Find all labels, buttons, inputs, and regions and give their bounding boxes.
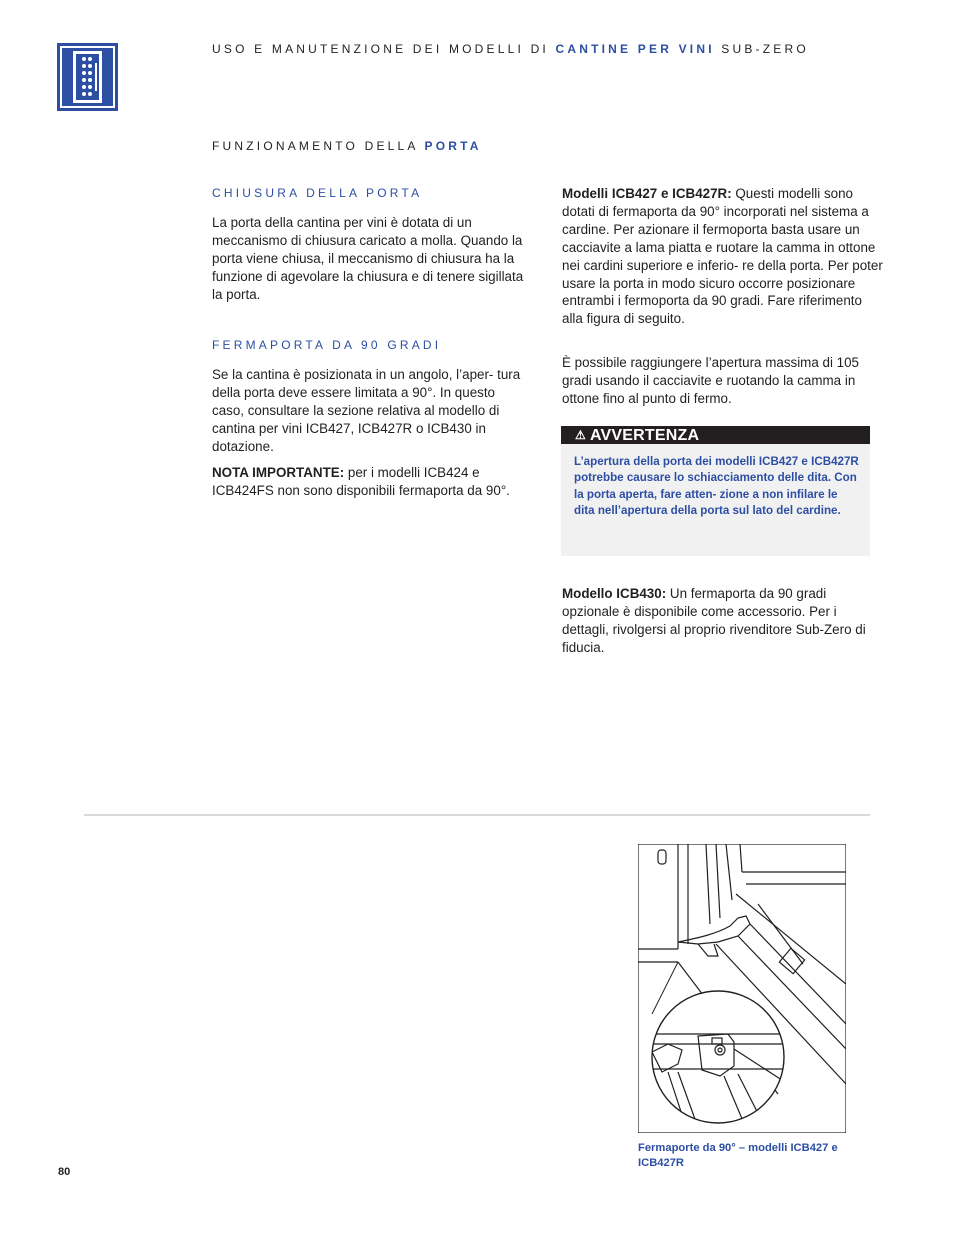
warning-triangle-icon: ⚠ (575, 428, 586, 442)
section-title-prefix: FUNZIONAMENTO DELLA (212, 139, 418, 153)
models-427-label: Modelli ICB427 e ICB427R: (562, 186, 732, 201)
max-opening-paragraph: È possibile raggiungere l’apertura massima di 105 gradi usando il cacciavite e ruotando la camma in ottone fino al punto di fermo. (562, 355, 859, 406)
important-note (212, 464, 534, 500)
warning-title: AVVERTENZA (589, 427, 700, 444)
warning-box (561, 426, 870, 556)
warning-text: L’apertura della porta dei modelli ICB427 e ICB427R potrebbe causare lo schiacciamento delle dita. Con la porta aperta, fare atten- zione a non infilare le dita nell’apertura della porta sul lato del cardine. (574, 455, 859, 517)
door-stop-illustration (638, 844, 846, 1133)
figure-caption: Fermaporte da 90° – modelli ICB427 e ICB427R (638, 1142, 838, 1169)
models-427-paragraph (562, 185, 884, 328)
section-divider (84, 814, 870, 816)
page-number: 80 (58, 1166, 71, 1178)
header-suffix: SUB-ZERO (721, 42, 809, 56)
important-note-text: per i modelli ICB424 e ICB424FS non sono disponibili fermaporta da 90°. (212, 465, 510, 498)
door-stop-heading: FERMAPORTA DA 90 GRADI (212, 338, 442, 352)
closing-paragraph: La porta della cantina per vini è dotata di un meccanismo di chiusura caricato a molla. Quando la porta viene chiusa, il meccanismo di chiusura ha la funzione di agevolare la chiusura e di tenere sigillata la porta. (212, 215, 524, 302)
models-427-text: Questi modelli sono dotati di fermaporta da 90° incorporati nel sistema a cardine. Per azionare il fermoporta basta usare un cacciavite a lama piatta e ruotare la camma in ottone nei cardini superiore e inferio- re della porta. Per poter usare la porta in modo sicuro occorre posizionare entrambi i fermoporta da 90 gradi. Fare riferimento alla figura di seguito. (562, 186, 883, 327)
section-title (212, 139, 482, 153)
header-prefix: USO E MANUTENZIONE DEI MODELLI DI (212, 42, 549, 56)
warning-header (561, 426, 870, 444)
document-header (212, 42, 809, 56)
wine-cabinet-logo-icon (57, 43, 118, 111)
model-430-text: Un fermaporta da 90 gradi opzionale è disponibile come accessorio. Per i dettagli, rivolgersi al proprio rivenditore Sub-Zero di fiducia. (562, 586, 866, 655)
section-title-highlight: PORTA (424, 139, 482, 153)
door-stop-paragraph: Se la cantina è posizionata in un angolo, l’aper- tura della porta deve essere limitata a 90°. In questo caso, consultare la sezione relativa al modello di cantina per vini ICB427, ICB427R o ICB430 in dotazione. (212, 367, 521, 454)
model-430-label: Modello ICB430: (562, 586, 667, 601)
closing-heading: CHIUSURA DELLA PORTA (212, 186, 423, 200)
model-430-paragraph (562, 585, 884, 657)
important-note-label: NOTA IMPORTANTE: (212, 465, 345, 480)
header-highlight: CANTINE PER VINI (555, 42, 715, 56)
